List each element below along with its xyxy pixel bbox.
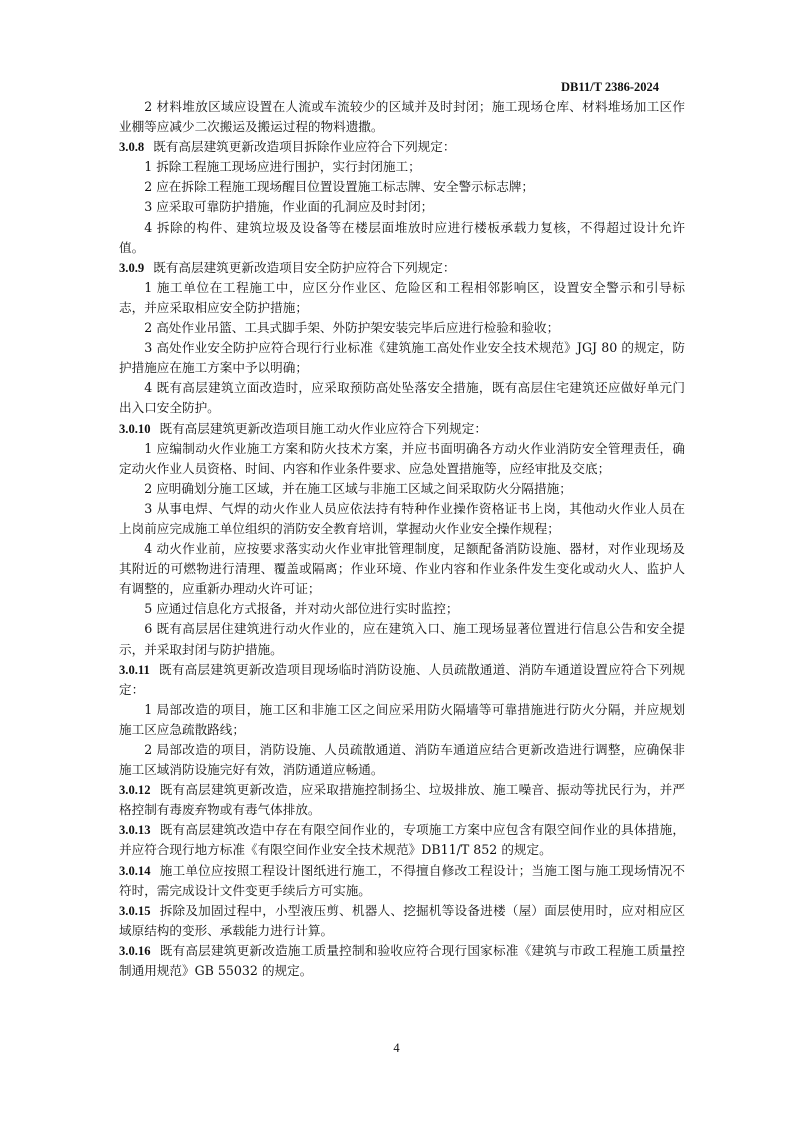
list-item: 1 施工单位在工程施工中，应区分作业区、危险区和工程相邻影响区，设置安全警示和引导标志，并应采取相应安全防护措施； (119, 279, 685, 315)
clause-number: 3.0.16 (119, 943, 151, 958)
list-item: 3 从事电焊、气焊的动火作业人员应依法持有特种作业操作资格证书上岗，其他动火作业人员在上岗前应完成施工单位组织的消防安全教育培训，掌握动火作业安全操作规程； (119, 500, 685, 536)
list-item: 5 应通过信息化方式报备，并对动火部位进行实时监控； (144, 601, 459, 617)
clause-text: 拆除及加固过程中，小型液压剪、机器人、挖掘机等设备进楼（屋）面层使用时，应对相应区域原结构的变形、承载能力进行计算。 (119, 902, 685, 938)
clause-paragraph (119, 137, 685, 157)
clause-number: 3.0.11 (119, 662, 150, 677)
list-item: 2 局部改造的项目，消防设施、人员疏散通道、消防车通道应结合更新改造进行调整，应确保非施工区域消防设施完好有效，消防通道应畅通。 (119, 742, 685, 778)
list-item: 2 应在拆除工程施工现场醒目位置设置施工标志牌、安全警示标志牌； (144, 179, 535, 195)
clause-text: 既有高层建筑更新改造施工质量控制和验收应符合现行国家标准《建筑与市政工程施工质量控制通用规范》GB 55032 的规定。 (119, 942, 685, 979)
list-item: 3 高处作业安全防护应符合现行行业标准《建筑施工高处作业安全技术规范》JGJ 80 的规定，防护措施应在施工方案中予以明确； (119, 340, 685, 376)
list-item: 1 应编制动火作业施工方案和防火技术方案，并应书面明确各方动火作业消防安全管理责任，确定动火作业人员资格、时间、内容和作业条件要求、应急处置措施等，应经审批及交底； (119, 440, 685, 476)
clause-text: 既有高层建筑更新改造项目施工动火作业应符合下列规定： (159, 420, 487, 436)
clause-number: 3.0.8 (119, 140, 145, 155)
clause-number: 3.0.9 (119, 260, 145, 275)
clause-text: 既有高层建筑更新改造，应采取措施控制扬尘、垃圾排放、施工噪音、振动等扰民行为，并严格控制有毒废弃物或有毒气体排放。 (119, 782, 685, 818)
clause-paragraph (119, 941, 685, 981)
clause-paragraph (119, 258, 685, 278)
clause-number: 3.0.12 (119, 783, 151, 798)
page-number: 4 (393, 1041, 400, 1055)
list-item: 2 高处作业吊篮、工具式脚手架、外防护架安装完毕后应进行检验和验收； (144, 320, 560, 336)
list-item: 4 拆除的构件、建筑垃圾及设备等在楼层面堆放时应进行楼板承载力复核，不得超过设计允许值。 (119, 219, 685, 255)
list-item: 4 动火作业前，应按要求落实动火作业审批管理制度，足额配备消防设施、器材，对作业现场及其附近的可燃物进行清理、覆盖或隔离；作业环境、作业内容和作业条件发生变化或动火人、监护人有调整的，应重新办理动火许可证； (119, 541, 685, 597)
clause-number: 3.0.13 (119, 823, 151, 838)
clause-text: 既有高层建筑更新改造项目现场临时消防设施、人员疏散通道、消防车通道设置应符合下列规定： (119, 661, 685, 697)
clause-text: 既有高层建筑改造中存在有限空间作业的，专项施工方案中应包含有限空间作业的具体措施，并应符合现行地方标准《有限空间作业安全技术规范》DB11/T 852 的规定。 (119, 822, 685, 858)
list-item: 1 局部改造的项目，施工区和非施工区之间应采用防火隔墙等可靠措施进行防火分隔，并应规划施工区应急疏散路线； (119, 701, 685, 737)
list-item: 4 既有高层建筑立面改造时，应采取预防高处坠落安全措施，既有高层住宅建筑还应做好单元门出入口安全防护。 (119, 380, 685, 416)
document-code: DB11/T 2386-2024 (560, 80, 659, 94)
clause-paragraph (119, 901, 685, 941)
clause-paragraph (119, 820, 685, 860)
clause-text: 施工单位应按照工程设计图纸进行施工，不得擅自修改工程设计；当施工图与施工现场情况不符时，需完成设计文件变更手续后方可实施。 (119, 862, 685, 898)
clause-paragraph (119, 861, 685, 901)
clause-number: 3.0.10 (119, 421, 151, 436)
list-item: 3 应采取可靠防护措施，作业面的孔洞应及时封闭； (144, 199, 434, 215)
list-item: 6 既有高层居住建筑进行动火作业的，应在建筑入口、施工现场显著位置进行信息公告和安全提示，并采取封闭与防护措施。 (119, 621, 685, 657)
clause-number: 3.0.15 (119, 903, 151, 918)
clause-paragraph (119, 660, 685, 700)
clause-paragraph (119, 780, 685, 820)
list-item: 2 材料堆放区域应设置在人流或车流较少的区域并及时封闭；施工现场仓库、材料堆场加工区作业棚等应减少二次搬运及搬运过程的物料遗撒。 (119, 99, 685, 135)
list-item: 2 应明确划分施工区域，并在施工区域与非施工区域之间采取防火分隔措施； (144, 480, 572, 496)
clause-text: 既有高层建筑更新改造项目安全防护应符合下列规定： (153, 259, 456, 275)
clause-text: 既有高层建筑更新改造项目拆除作业应符合下列规定： (153, 139, 456, 155)
clause-number: 3.0.14 (119, 863, 151, 878)
document-body (119, 97, 685, 981)
clause-paragraph (119, 419, 685, 439)
list-item: 1 拆除工程施工现场应进行围护，实行封闭施工； (144, 159, 421, 175)
